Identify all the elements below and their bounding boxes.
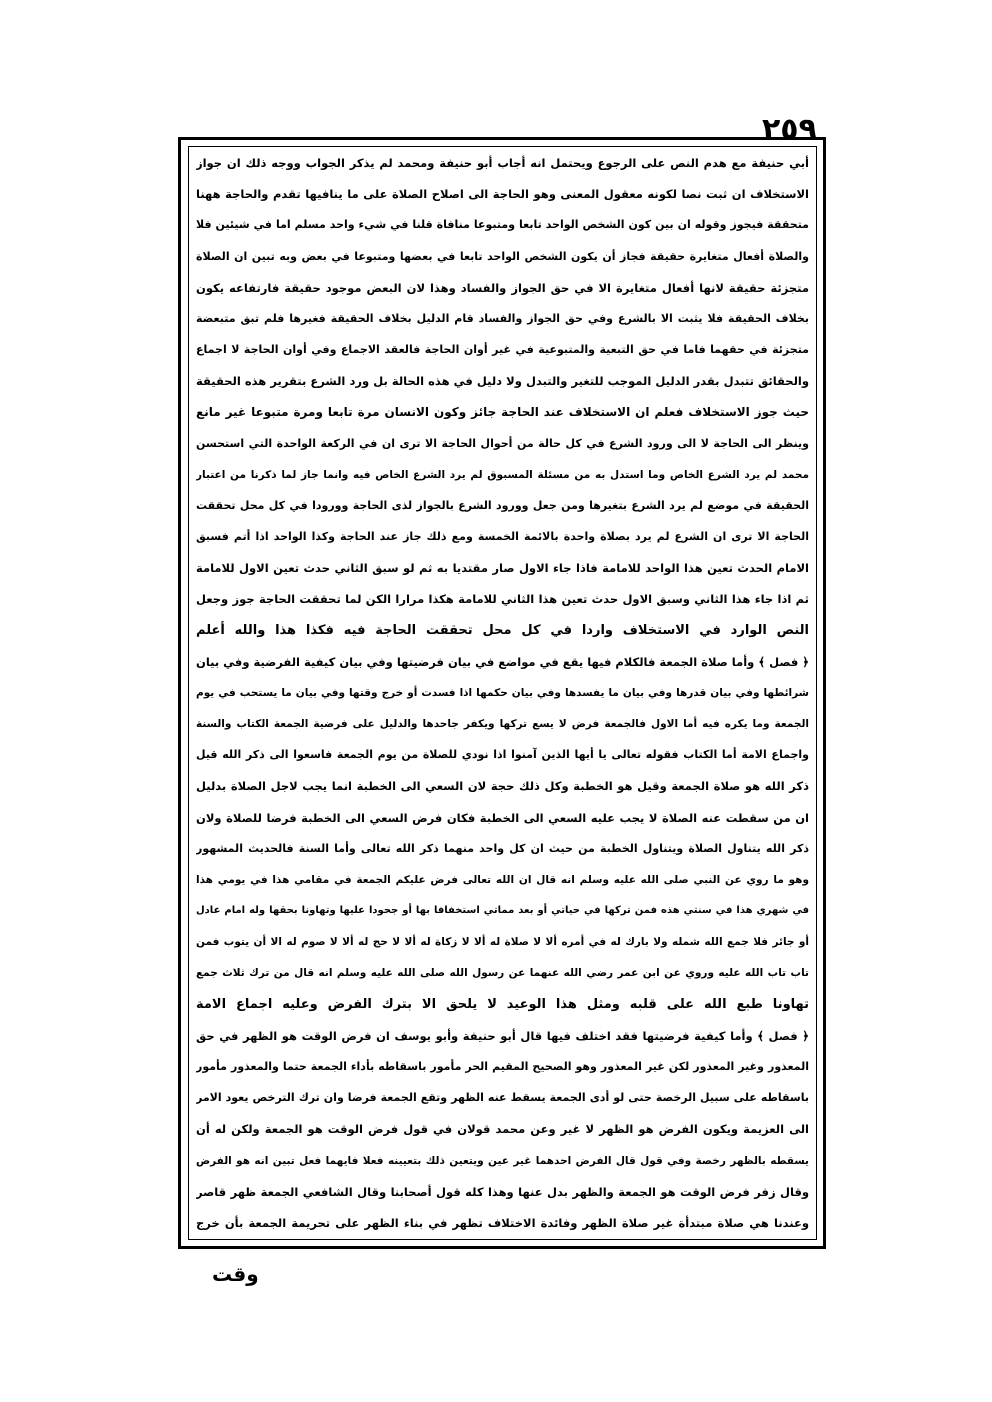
text-line: الى العزيمة ويكون الفرض هو الظهر لا غير وعن محمد قولان في قول فرض الوقت هو الجمعة ولكن له أن (196, 1122, 809, 1137)
text-line: باسقاطه على سبيل الرخصة حتى لو أدى الجمعة يسقط عنه الظهر وتقع الجمعة فرضا وان ترك الترخص يعود الامر (196, 1091, 809, 1105)
text-line: الجمعة وما يكره فيه أما الاول فالجمعة فرض لا يسع تركها ويكفر جاحدها والدليل على فرضية الجمعة الكتاب والسنة (196, 718, 809, 731)
text-line: ﴿ فصل ﴾ وأما صلاة الجمعة فالكلام فيها يقع في مواضع في بيان فرضيتها وفي بيان كيفية الفرضية وفي بيان (196, 654, 809, 669)
text-line: أو جائر فلا جمع الله شمله ولا بارك له في أمره ألا لا صلاة له ألا لا زكاة له ألا لا حج له ألا لا صوم له الا أن يتوب فمن (196, 936, 809, 949)
text-line: محمد لم يرد الشرع الخاص وما استدل به من مسئلة المسبوق لم يرد الشرع الخاص فيه وانما جاز لما ذكرنا من اعتبار (196, 468, 809, 481)
text-line: المعذور وغير المعذور لكن غير المعذور وهو الصحيح المقيم الحر مأمور باسقاطه بأداء الجمعة حتما والمعذور مأمور (196, 1059, 809, 1073)
text-line: النص الوارد في الاستخلاف واردا في كل محل تحققت الحاجة فيه فكذا هذا والله أعلم (196, 622, 809, 638)
text-line: والصلاة أفعال متغايرة حقيقة فجاز أن يكون الشخص الواحد تابعا في بعضها ومتبوعا في بعض وبه تبين ان الصلاة (196, 249, 809, 263)
text-line: بخلاف الحقيقة فلا يثبت الا بالشرع وفي حق الجواز والفساد قام الدليل بخلاف الحقيقة فغيرها فلم تبق متبعضة (196, 311, 809, 325)
text-line: واجماع الامة أما الكتاب فقوله تعالى يا أيها الذين آمنوا اذا نودي للصلاة من يوم الجمعة فاسعوا الى ذكر الله قيل (196, 748, 809, 762)
text-line: الحاجة الا ترى ان الشرع لم يرد بصلاة واحدة بالائمة الخمسة ومع ذلك جاز عند الحاجة وكذا الواحد اذا أتم فسبق (196, 530, 809, 544)
text-line: الامام الحدث تعين هذا الواحد للامامة فاذا جاء الاول صار مقتديا به ثم لو سبق الثاني حدث تعين الاول للامامة (196, 561, 809, 576)
text-line: حيث جوز الاستخلاف فعلم ان الاستخلاف عند الحاجة جائز وكون الانسان مرة تابعا ومرة متبوعا غير مانع (196, 405, 809, 420)
text-line: متجزئة في حقهما فاما في حق التبعية والمتبوعية في غير أوان الحاجة فالعقد الاجماع وفي أوان الحاجة لا اجماع (196, 343, 809, 357)
text-line: يسقطه بالظهر رخصة وفي قول قال الفرض احدهما غير عين ويتعين ذلك بتعيينه فعلا فايهما فعل تبين انه هو الفرض (196, 1154, 809, 1167)
text-block (196, 152, 809, 1234)
text-line: وينظر الى الحاجة لا الى ورود الشرع في كل حالة من أحوال الحاجة الا ترى ان في الركعة الواحدة التي استحسن (196, 436, 809, 450)
text-line: وقال زفر فرض الوقت هو الجمعة والظهر بدل عنها وهذا كله قول أصحابنا وقال الشافعي الجمعة ظهر قاصر (196, 1184, 809, 1199)
text-line: في شهري هذا في سنتي هذه فمن تركها في حياتي أو بعد مماتي استخفافا بها أو جحودا عليها وتهاونا بحقها وله امام عادل (196, 905, 809, 917)
text-line: والحقائق تتبدل بقدر الدليل الموجب للتغير والتبدل ولا دليل في هذه الحالة بل ورد الشرع بتقرير هذه الحقيقة (196, 374, 809, 389)
text-line: وهو ما روي عن النبي صلى الله عليه وسلم انه قال ان الله تعالى فرض عليكم الجمعة في مقامي هذا في يومي هذا (196, 873, 809, 886)
text-line: الحقيقة في موضع لم يرد الشرع بتغيرها ومن جعل وورود الشرع بالجواز لذى الحاجة وورودا في كل محل تحققت (196, 498, 809, 512)
text-line: متحققة فيجوز وقوله ان بين كون الشخص الواحد تابعا ومتبوعا منافاة قلنا في شيء واحد مسلم اما في شيئين فلا (196, 218, 809, 232)
text-line: تهاونا طبع الله على قلبه ومثل هذا الوعيد لا يلحق الا بترك الفرض وعليه اجماع الامة (196, 996, 809, 1012)
text-line: ذكر الله يتناول الصلاة ويتناول الخطبة من حيث ان كل واحد منهما ذكر الله تعالى وأما السنة فالحديث المشهور (196, 841, 809, 855)
text-line: ان من سقطت عنه الصلاة لا يجب عليه السعي الى الخطبة فكان فرض السعي الى الخطبة فرضا للصلاة ولان (196, 810, 809, 825)
text-line: تاب تاب الله عليه وروي عن ابن عمر رضي الله عنهما عن رسول الله صلى الله عليه وسلم انه قال من ترك ثلاث جمع (196, 967, 809, 980)
text-line: ثم اذا جاء هذا الثاني وسبق الاول حدث تعين هذا الثاني للامامة هكذا مرارا الكن لما تحققت الحاجة جوز وجعل (196, 592, 809, 607)
text-line: متجزئة حقيقة لانها أفعال متغايرة الا في حق الجواز والفساد وهذا لان البعض موجود حقيقة فارتفاعه يكون (196, 280, 809, 295)
text-line: ذكر الله هو صلاة الجمعة وقيل هو الخطبة وكل ذلك حجة لان السعي الى الخطبة انما يجب لاجل الصلاة بدليل (196, 779, 809, 794)
text-line: ﴿ فصل ﴾ وأما كيفية فرضيتها فقد اختلف فيها قال أبو حنيفة وأبو يوسف ان فرض الوقت هو الظهر في حق (196, 1028, 809, 1043)
text-line: وعندنا هي صلاة مبتدأة غير صلاة الظهر وفائدة الاختلاف تظهر في بناء الظهر على تحريمة الجمعة بأن خرج (196, 1215, 809, 1230)
catchword: وقت (212, 1262, 259, 1286)
page-number: ٢٥٩ (762, 112, 817, 147)
text-line: أبي حنيفة مع هدم النص على الرجوع ويحتمل انه أجاب أبو حنيفة ومحمد لم يذكر الجواب ووجه ذلك ان جواز (196, 156, 809, 170)
text-line: شرائطها وفي بيان قدرها وفي بيان ما يفسدها وفي بيان حكمها اذا فسدت أو خرج وقتها وفي بيان ما يستحب في يوم (196, 686, 809, 699)
text-line: الاستخلاف ان ثبت نصا لكونه معقول المعنى وهو الحاجة الى اصلاح الصلاة على ما ينافيها تقدم والحاجة ههنا (196, 187, 809, 202)
